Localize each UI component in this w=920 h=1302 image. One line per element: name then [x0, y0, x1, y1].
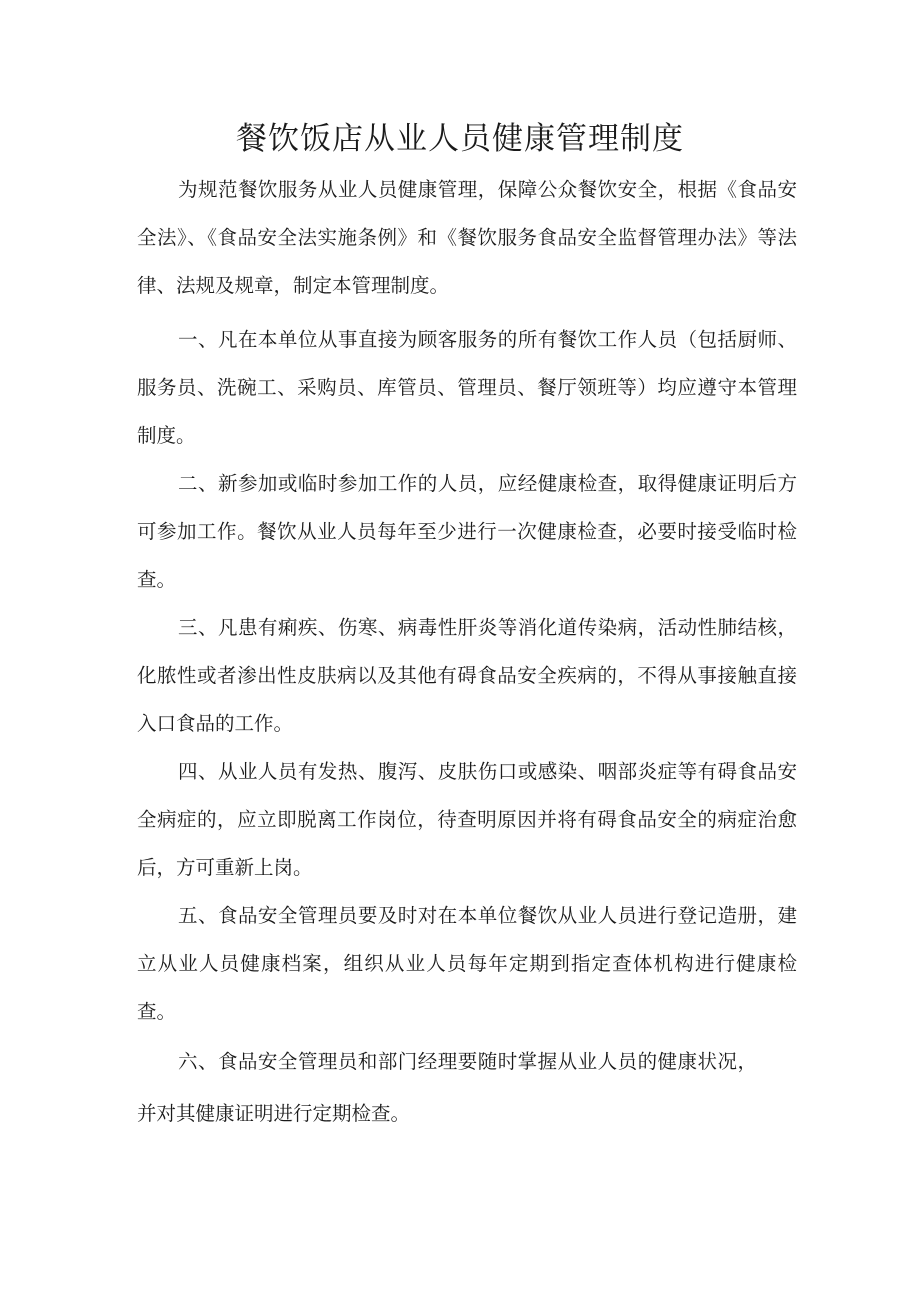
paragraph-clause-4: 四、从业人员有发热、腹泻、皮肤伤口或感染、咽部炎症等有碍食品安全病症的，应立即脱离工作岗位，待查明原因并将有碍食品安全的病症治愈后，方可重新上岗。	[137, 760, 797, 879]
paragraph-clause-3: 三、凡患有痢疾、伤寒、病毒性肝炎等消化道传染病，活动性肺结核，化脓性或者渗出性皮肤病以及其他有碍食品安全疾病的，不得从事接触直接入口食品的工作。	[137, 616, 797, 735]
paragraph-clause-2: 二、新参加或临时参加工作的人员，应经健康检查，取得健康证明后方可参加工作。餐饮从业人员每年至少进行一次健康检查，必要时接受临时检查。	[137, 472, 797, 591]
paragraph-intro: 为规范餐饮服务从业人员健康管理，保障公众餐饮安全，根据《食品安全法》、《食品安全法实施条例》和《餐饮服务食品安全监督管理办法》等法律、法规及规章，制定本管理制度。	[137, 178, 797, 297]
paragraph-clause-1: 一、凡在本单位从事直接为顾客服务的所有餐饮工作人员（包括厨师、服务员、洗碗工、采购员、库管员、管理员、餐厅领班等）均应遵守本管理制度。	[137, 328, 797, 447]
paragraph-clause-5: 五、食品安全管理员要及时对在本单位餐饮从业人员进行登记造册，建立从业人员健康档案，组织从业人员每年定期到指定查体机构进行健康检查。	[137, 904, 797, 1023]
document-title: 餐饮饭店从业人员健康管理制度	[236, 121, 684, 157]
paragraph-clause-6: 六、食品安全管理员和部门经理要随时掌握从业人员的健康状况，并对其健康证明进行定期检查。	[137, 1050, 757, 1125]
